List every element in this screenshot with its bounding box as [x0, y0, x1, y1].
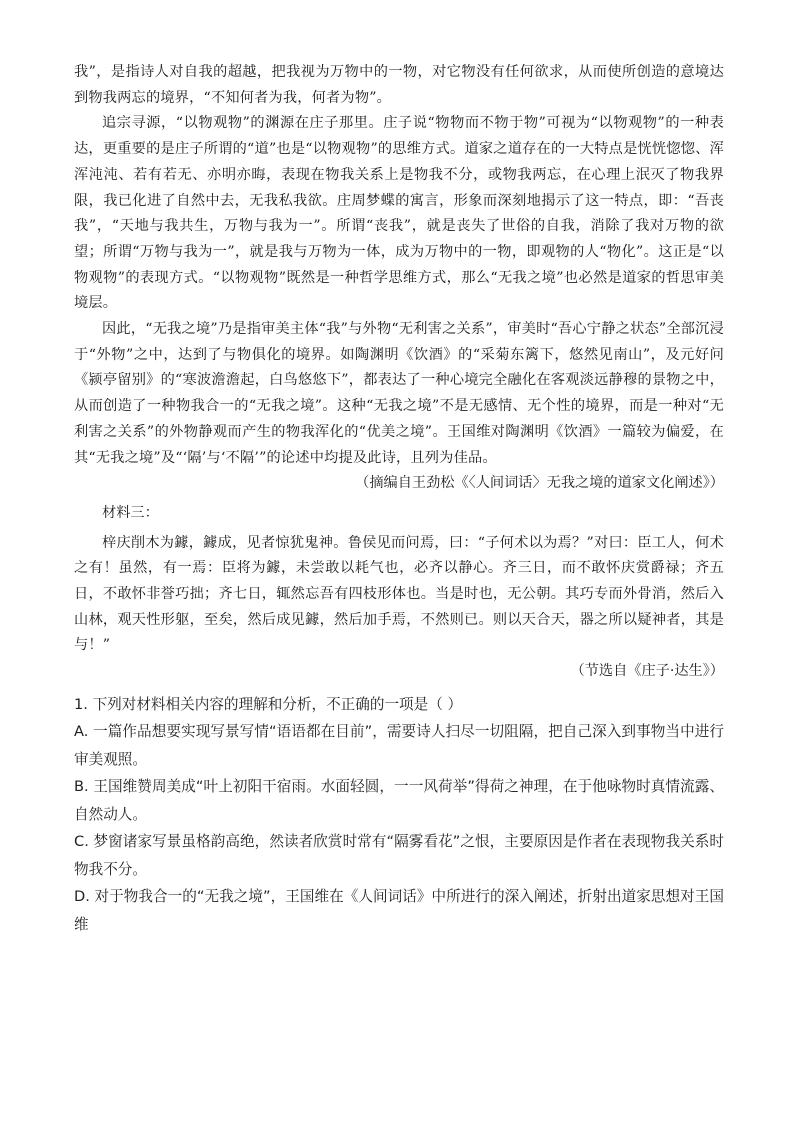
- option-d: D. 对于物我合一的“无我之境”，王国维在《人间词话》中所进行的深入阐述，折射出道家思想对王国维: [74, 888, 724, 933]
- paragraph-continued: 我”，是指诗人对自我的超越，把我视为万物中的一物，对它物没有任何欲求，从而使所创造的意境达到物我两忘的境界，“不知何者为我，何者为物”。: [74, 64, 724, 106]
- material-label: 材料三：: [102, 504, 159, 521]
- question-stem: 1. 下列对材料相关内容的理解和分析，不正确的一项是（ ）: [74, 695, 463, 713]
- source-citation: （摘编自王劲松《〈人间词话〉无我之境的道家文化阐述》）: [355, 475, 724, 492]
- source-citation-zhuangzi: （节选自《庄子·达生》）: [570, 663, 724, 680]
- document-page: [74, 60, 724, 938]
- option-a: A. 一篇作品想要实现写景写情“语语都在目前”，需要诗人扫尽一切阻隔，把自己深入到事物当中进行审美观照。: [74, 723, 724, 768]
- option-b: B. 王国维赞周美成“叶上初阳干宿雨。水面轻圆，一一风荷举”得荷之神理，在于他咏物时真情流露、自然动人。: [74, 778, 724, 823]
- paragraph-origin: 追宗寻源，“以物观物”的渊源在庄子那里。庄子说“物物而不物于物”可视为“以物观物”的一种表达，更重要的是庄子所谓的“道”也是“以物观物”的思维方式。道家之道存在的一大特点是恍恍惚惚、浑浑沌沌、若有若无、亦明亦晦，表现在物我关系上是物我不分，或物我两忘，在心理上泯灭了物我界限，我已化进了自然中去，无我私我欲。庄周梦蝶的寓言，形象而深刻地揭示了这一特点，即：“吾丧我”，“天地与我共生，万物与我为一”。所谓“丧我”，就是丧失了世俗的自我，消除了我对万物的欲望；所谓“万物与我为一”，就是我与万物为一体，成为万物中的一物，即观物的人“物化”。这正是“以物观物”的表现方式。“以物观物”既然是一种哲学思维方式，那么“无我之境”也必然是道家的哲思审美境层。: [74, 115, 724, 312]
- paragraph-conclusion: 因此，“无我之境”乃是指审美主体“我”与外物“无利害之关系”，审美时“吾心宁静之状态”全部沉浸于“外物”之中，达到了与物俱化的境界。如陶渊明《饮酒》的“采菊东篱下，悠然见南山”，及元好问《颍亭留别》的“寒波澹澹起，白鸟悠悠下”，都表达了一种心境完全融化在客观淡远静穆的景物之中，从而创造了一种物我合一的“无我之境”。这种“无我之境”不是无感情、无个性的境界，而是一种对“无利害之关系”的外物静观而产生的物我浑化的“优美之境”。王国维对陶渊明《饮酒》一篇较为偏爱，在其“无我之境”及“‘隔’与‘不隔’”的论述中均提及此诗，且列为佳品。: [74, 321, 724, 466]
- material-three-text: 梓庆削木为鐻，鐻成，见者惊犹鬼神。鲁侯见而问焉，曰：“子何术以为焉？”对曰：臣工人，何术之有！虽然，有一焉：臣将为鐻，未尝敢以耗气也，必齐以静心。齐三日，而不敢怀庆赏爵禄；齐五日，不敢怀非誉巧拙；齐七日，辄然忘吾有四枝形体也。当是时也，无公朝。其巧专而外骨消，然后入山林，观天性形躯，至矣，然后成见鐻，然后加手焉，不然则已。则以天合天，器之所以疑神者，其是与！”: [74, 534, 724, 654]
- option-c: C. 梦窗诸家写景虽格韵高绝，然读者欣赏时常有“隔雾看花”之恨，主要原因是作者在表现物我关系时物我不分。: [74, 833, 724, 878]
